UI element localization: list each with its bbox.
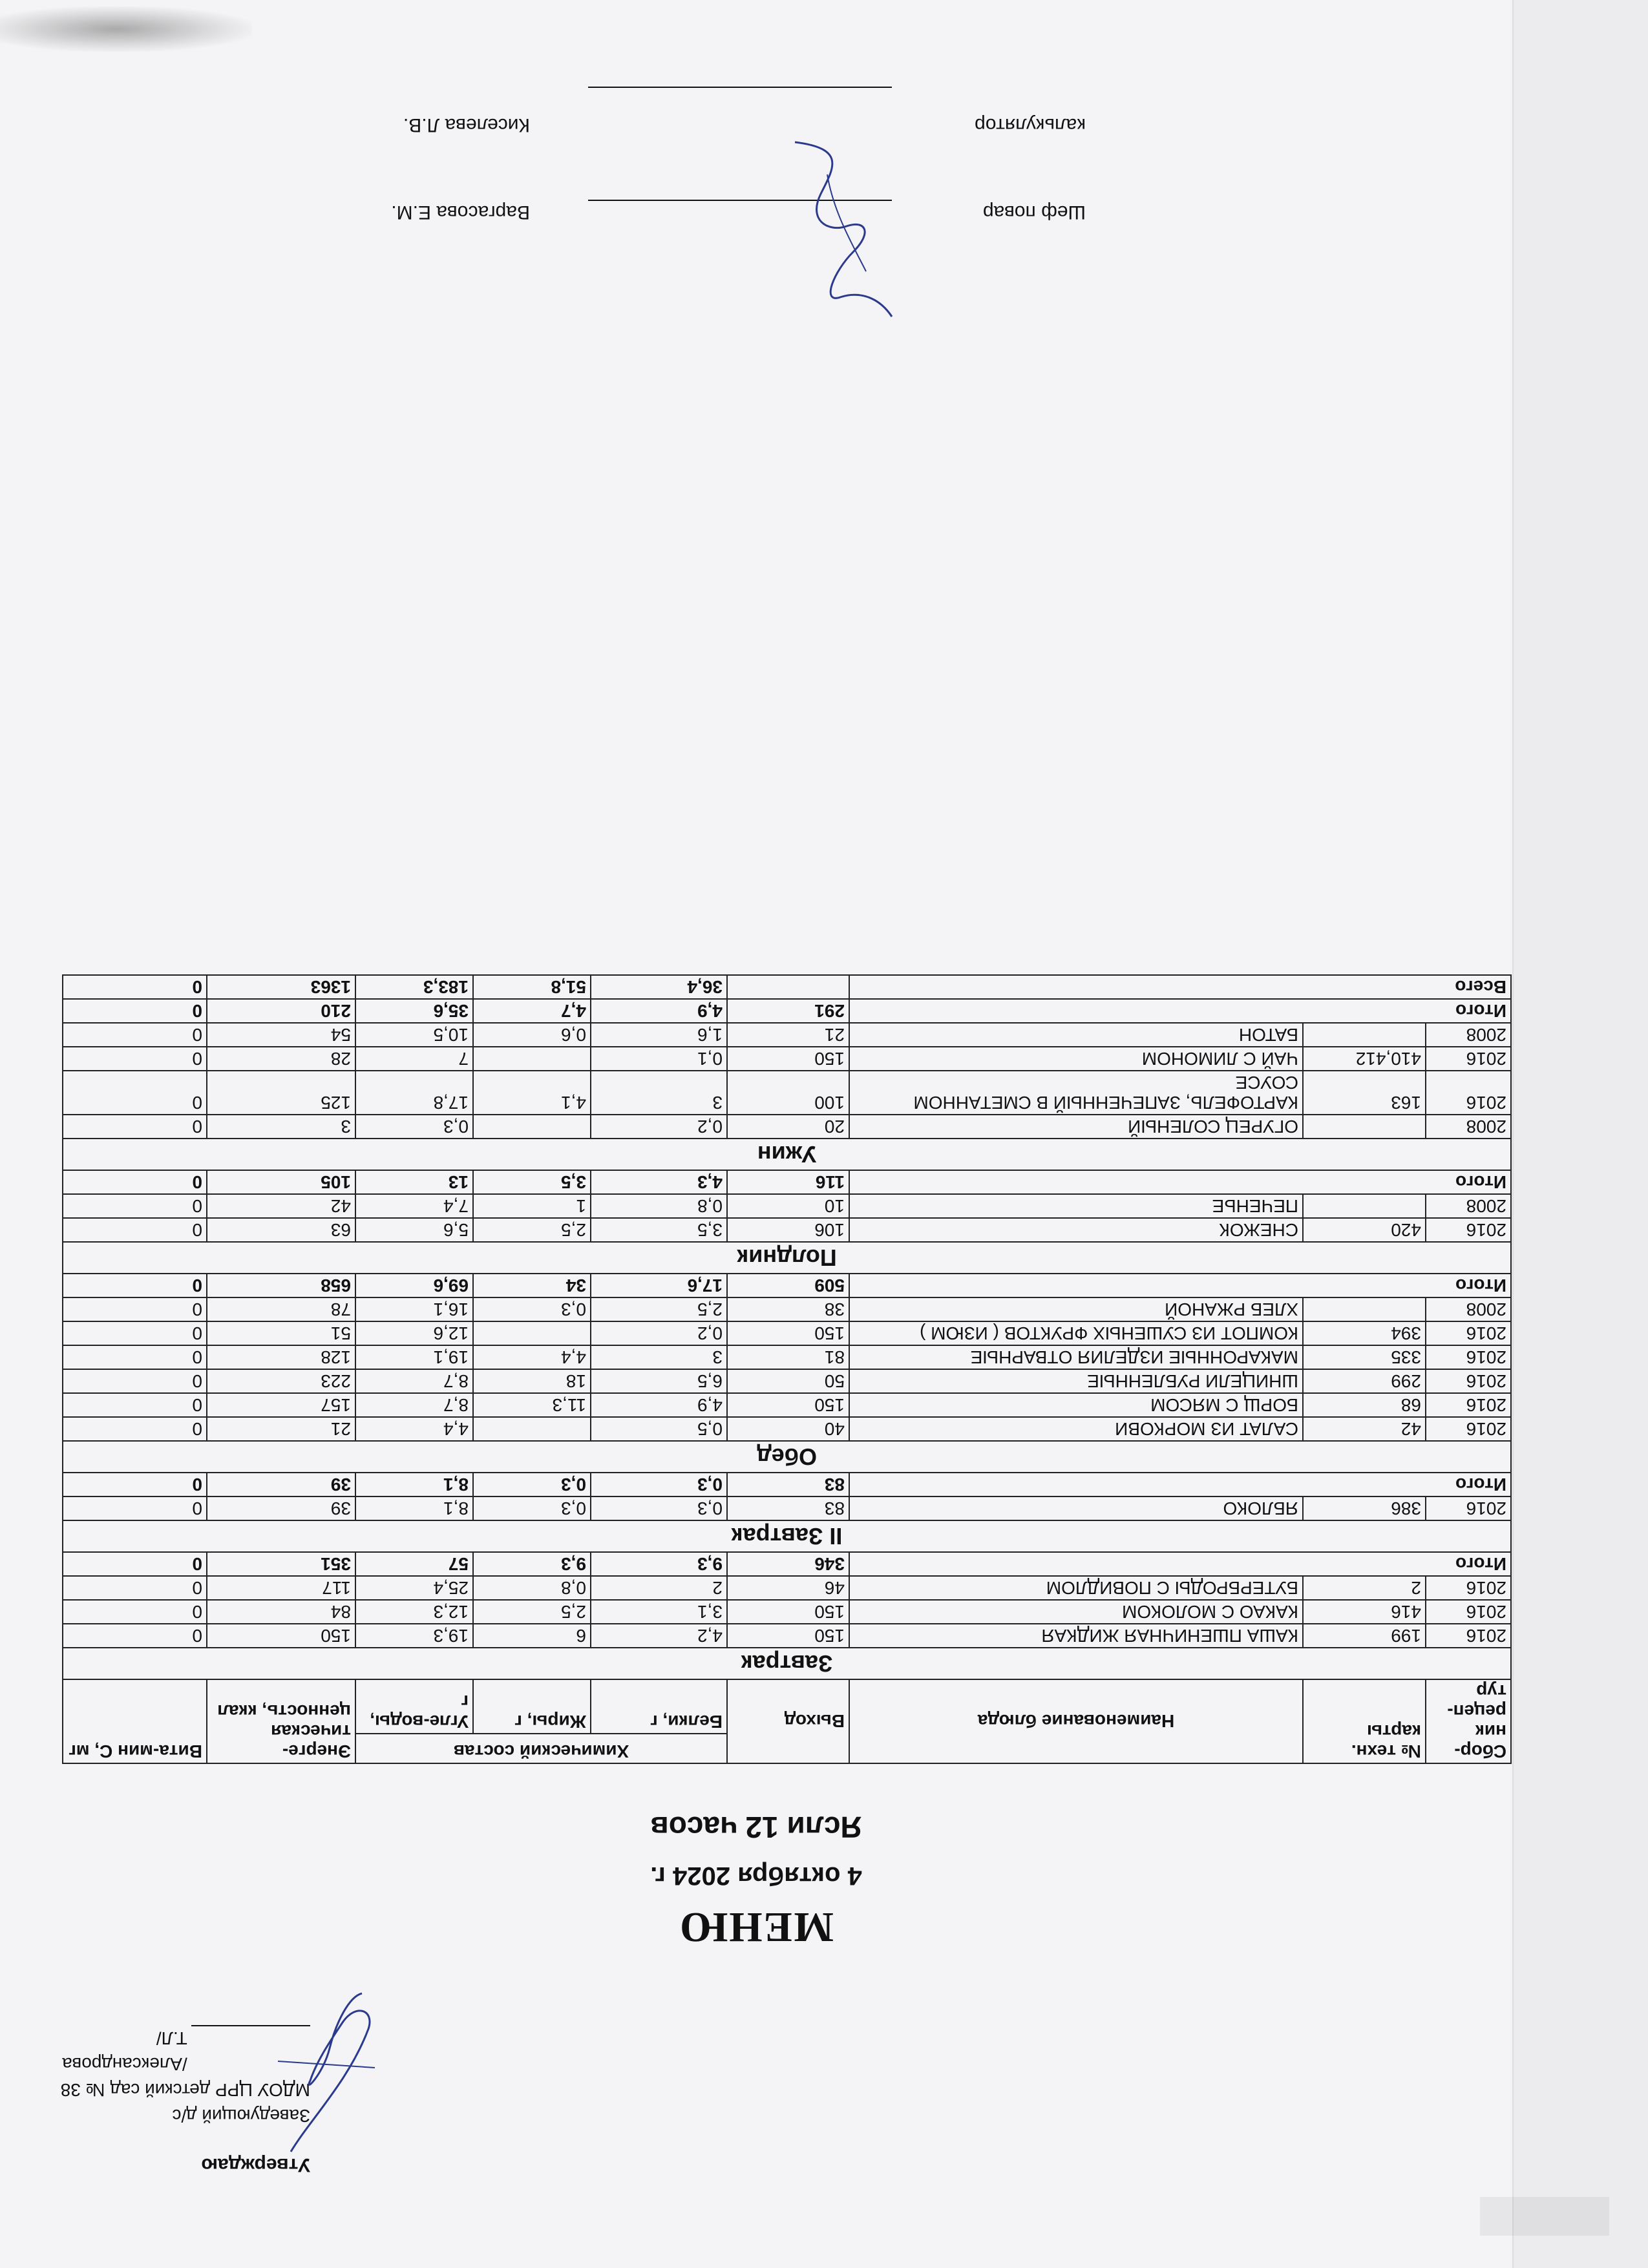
- cell-fat: 4,1: [473, 1071, 591, 1115]
- approval-title: Утверждаю: [201, 2154, 310, 2176]
- total-output: 509: [727, 1274, 849, 1297]
- group-name: Ясли 12 часов: [650, 1811, 862, 1844]
- total-output: 346: [727, 1552, 849, 1576]
- cell-tech-card-number: 2: [1303, 1576, 1426, 1600]
- section-header-row: [63, 1441, 1511, 1473]
- grand-total-protein: 36,4: [591, 975, 727, 999]
- total-energy: 351: [207, 1552, 355, 1576]
- section-header-row: [63, 1242, 1511, 1274]
- cell-output: 83: [727, 1496, 849, 1520]
- cell-tech-card-number: [1303, 1297, 1426, 1321]
- cell-protein: 3,1: [591, 1600, 727, 1624]
- total-vitamin-c: 0: [63, 1552, 207, 1576]
- section-header-row: [63, 1648, 1511, 1679]
- cell-protein: 0,1: [591, 1047, 727, 1071]
- total-vitamin-c: 0: [63, 999, 207, 1023]
- section-header-row: [63, 1139, 1511, 1170]
- table-row: [63, 1576, 1511, 1600]
- cell-dish-name: ПЕЧЕНЬЕ: [849, 1194, 1303, 1218]
- grand-total-label: Всего: [849, 975, 1511, 999]
- cell-carbohydrates: 12,6: [355, 1321, 473, 1345]
- cell-carbohydrates: 19,3: [355, 1624, 473, 1648]
- cell-vitamin-c: 0: [63, 1297, 207, 1321]
- cell-carbohydrates: 10,5: [355, 1023, 473, 1047]
- cell-protein: 3: [591, 1345, 727, 1369]
- header-fat: Жиры, г: [473, 1679, 591, 1734]
- cell-dish-name: ХЛЕБ РЖАНОЙ: [849, 1297, 1303, 1321]
- cell-fat: [473, 1417, 591, 1441]
- cell-recipe-collection: 2008: [1426, 1297, 1511, 1321]
- cell-dish-name: ШНИЦЕЛИ РУБЛЕННЫЕ: [849, 1369, 1303, 1393]
- cell-recipe-collection: 2016: [1426, 1624, 1511, 1648]
- cell-output: 100: [727, 1071, 849, 1115]
- total-row: [63, 1170, 1511, 1194]
- cell-vitamin-c: 0: [63, 1194, 207, 1218]
- total-carbohydrates: 35,6: [355, 999, 473, 1023]
- calculator-name: Киселева Л.В.: [403, 114, 530, 136]
- cell-output: 106: [727, 1218, 849, 1242]
- total-energy: 39: [207, 1473, 355, 1496]
- header-row-1: [63, 1734, 1511, 1763]
- cell-fat: [473, 1047, 591, 1071]
- cell-energy: 78: [207, 1297, 355, 1321]
- cell-vitamin-c: 0: [63, 1576, 207, 1600]
- total-protein: 0,3: [591, 1473, 727, 1496]
- cell-dish-name: КАША ПШЕНИЧНАЯ ЖИДКАЯ: [849, 1624, 1303, 1648]
- table-row: [63, 1369, 1511, 1393]
- grand-total-fat: 51,8: [473, 975, 591, 999]
- cell-tech-card-number: 410,412: [1303, 1047, 1426, 1071]
- cell-fat: [473, 1115, 591, 1139]
- cell-output: 150: [727, 1600, 849, 1624]
- header-chemical-composition: Химический состав: [355, 1734, 727, 1763]
- table-row: [63, 1023, 1511, 1047]
- total-fat: 3,5: [473, 1170, 591, 1194]
- cell-protein: 3: [591, 1071, 727, 1115]
- total-row: [63, 1552, 1511, 1576]
- cell-fat: [473, 1321, 591, 1345]
- cell-dish-name: ЧАЙ С ЛИМОНОМ: [849, 1047, 1303, 1071]
- grand-total-row: [63, 975, 1511, 999]
- cell-output: 50: [727, 1369, 849, 1393]
- total-fat: 4,7: [473, 999, 591, 1023]
- table-row: [63, 1115, 1511, 1139]
- cell-recipe-collection: 2016: [1426, 1417, 1511, 1441]
- cell-protein: 1,6: [591, 1023, 727, 1047]
- cell-vitamin-c: 0: [63, 1047, 207, 1071]
- cell-recipe-collection: 2016: [1426, 1345, 1511, 1369]
- total-protein: 4,3: [591, 1170, 727, 1194]
- cell-tech-card-number: 394: [1303, 1321, 1426, 1345]
- cell-energy: 117: [207, 1576, 355, 1600]
- cell-protein: 4,9: [591, 1393, 727, 1417]
- cell-fat: 2,5: [473, 1600, 591, 1624]
- cell-dish-name: СНЕЖОК: [849, 1218, 1303, 1242]
- cell-protein: 6,5: [591, 1369, 727, 1393]
- cell-protein: 2: [591, 1576, 727, 1600]
- table-row: [63, 1321, 1511, 1345]
- cell-recipe-collection: 2008: [1426, 1115, 1511, 1139]
- cell-energy: 157: [207, 1393, 355, 1417]
- total-row: [63, 999, 1511, 1023]
- approval-name: /Александрова Т.Л/: [62, 2028, 187, 2074]
- menu-table-body: [63, 975, 1511, 1679]
- section-title: Ужин: [63, 1139, 1511, 1170]
- cell-fat: 0,6: [473, 1023, 591, 1047]
- total-carbohydrates: 57: [355, 1552, 473, 1576]
- grand-total-carbohydrates: 183,3: [355, 975, 473, 999]
- total-label: Итого: [849, 1274, 1511, 1297]
- cell-fat: 18: [473, 1369, 591, 1393]
- total-label: Итого: [849, 999, 1511, 1023]
- cell-energy: 3: [207, 1115, 355, 1139]
- cell-protein: 0,2: [591, 1321, 727, 1345]
- cell-energy: 84: [207, 1600, 355, 1624]
- cell-dish-name: БУТЕРБРОДЫ С ПОВИДЛОМ: [849, 1576, 1303, 1600]
- total-vitamin-c: 0: [63, 1274, 207, 1297]
- cell-carbohydrates: 8,7: [355, 1393, 473, 1417]
- total-label: Итого: [849, 1473, 1511, 1496]
- cell-output: 38: [727, 1297, 849, 1321]
- table-row: [63, 1218, 1511, 1242]
- scanner-edge: [1512, 0, 1648, 2268]
- total-protein: 9,3: [591, 1552, 727, 1576]
- cell-tech-card-number: [1303, 1023, 1426, 1047]
- cell-output: 150: [727, 1321, 849, 1345]
- table-row: [63, 1496, 1511, 1520]
- table-row: [63, 1417, 1511, 1441]
- cell-output: 10: [727, 1194, 849, 1218]
- cell-carbohydrates: 4,4: [355, 1417, 473, 1441]
- header-recipe-collection: Сбор-ник рецеп-тур: [1426, 1679, 1511, 1763]
- total-row: [63, 1473, 1511, 1496]
- table-row: [63, 1345, 1511, 1369]
- table-row: [63, 1071, 1511, 1115]
- cell-fat: 4,4: [473, 1345, 591, 1369]
- section-title: Полдник: [63, 1242, 1511, 1274]
- cell-protein: 0,5: [591, 1417, 727, 1441]
- cell-protein: 3,5: [591, 1218, 727, 1242]
- total-output: 83: [727, 1473, 849, 1496]
- cell-recipe-collection: 2008: [1426, 1023, 1511, 1047]
- header-protein: Белки, г: [591, 1679, 727, 1734]
- header-carbohydrates: Угле-воды, г: [355, 1679, 473, 1734]
- cell-protein: 4,2: [591, 1624, 727, 1648]
- cell-output: 46: [727, 1576, 849, 1600]
- total-fat: 34: [473, 1274, 591, 1297]
- total-protein: 17,6: [591, 1274, 727, 1297]
- cell-output: 20: [727, 1115, 849, 1139]
- total-energy: 105: [207, 1170, 355, 1194]
- cell-energy: 51: [207, 1321, 355, 1345]
- menu-table: [62, 974, 1512, 1764]
- cell-energy: 128: [207, 1345, 355, 1369]
- section-header-row: [63, 1520, 1511, 1552]
- total-carbohydrates: 69,6: [355, 1274, 473, 1297]
- total-label: Итого: [849, 1170, 1511, 1194]
- cell-recipe-collection: 2016: [1426, 1600, 1511, 1624]
- cell-energy: 54: [207, 1023, 355, 1047]
- cell-vitamin-c: 0: [63, 1115, 207, 1139]
- cell-tech-card-number: [1303, 1115, 1426, 1139]
- cell-tech-card-number: [1303, 1194, 1426, 1218]
- cell-energy: 150: [207, 1624, 355, 1648]
- cell-carbohydrates: 7,4: [355, 1194, 473, 1218]
- cell-vitamin-c: 0: [63, 1624, 207, 1648]
- cell-energy: 28: [207, 1047, 355, 1071]
- cell-recipe-collection: 2016: [1426, 1218, 1511, 1242]
- cell-output: 81: [727, 1345, 849, 1369]
- cell-tech-card-number: 335: [1303, 1345, 1426, 1369]
- cell-tech-card-number: 420: [1303, 1218, 1426, 1242]
- table-row: [63, 1600, 1511, 1624]
- cell-vitamin-c: 0: [63, 1321, 207, 1345]
- total-energy: 210: [207, 999, 355, 1023]
- approval-block: [39, 2025, 310, 2178]
- cell-recipe-collection: 2016: [1426, 1393, 1511, 1417]
- header-output: Выход: [727, 1679, 849, 1763]
- cell-recipe-collection: 2016: [1426, 1496, 1511, 1520]
- cell-recipe-collection: 2016: [1426, 1576, 1511, 1600]
- total-label: Итого: [849, 1552, 1511, 1576]
- cell-output: 40: [727, 1417, 849, 1441]
- cell-energy: 39: [207, 1496, 355, 1520]
- cell-output: 150: [727, 1624, 849, 1648]
- cell-tech-card-number: 299: [1303, 1369, 1426, 1393]
- total-output: 116: [727, 1170, 849, 1194]
- cell-vitamin-c: 0: [63, 1369, 207, 1393]
- approval-organization: МДОУ ЦРР детский сад № 38: [60, 2080, 310, 2100]
- header-dish-name: Наименование блюда: [849, 1679, 1303, 1763]
- total-energy: 658: [207, 1274, 355, 1297]
- approval-position: Заведующий д/с: [172, 2106, 310, 2126]
- chef-signature: [782, 136, 905, 330]
- cell-recipe-collection: 2016: [1426, 1321, 1511, 1345]
- table-row: [63, 1047, 1511, 1071]
- cell-protein: 0,3: [591, 1496, 727, 1520]
- table-row: [63, 1297, 1511, 1321]
- grand-total-energy: 1363: [207, 975, 355, 999]
- cell-recipe-collection: 2016: [1426, 1071, 1511, 1115]
- cell-carbohydrates: 0,3: [355, 1115, 473, 1139]
- cell-energy: 21: [207, 1417, 355, 1441]
- bleed-through-mark: [1480, 2197, 1609, 2236]
- header-tech-card-number: № техн. карты: [1303, 1679, 1426, 1763]
- cell-fat: 1: [473, 1194, 591, 1218]
- cell-fat: 2,5: [473, 1218, 591, 1242]
- cell-energy: 42: [207, 1194, 355, 1218]
- cell-carbohydrates: 12,3: [355, 1600, 473, 1624]
- total-fat: 9,3: [473, 1552, 591, 1576]
- cell-vitamin-c: 0: [63, 1071, 207, 1115]
- total-row: [63, 1274, 1511, 1297]
- cell-recipe-collection: 2016: [1426, 1369, 1511, 1393]
- cell-recipe-collection: 2016: [1426, 1047, 1511, 1071]
- total-output: 291: [727, 999, 849, 1023]
- cell-tech-card-number: 199: [1303, 1624, 1426, 1648]
- table-row: [63, 1393, 1511, 1417]
- cell-dish-name: ЯБЛОКО: [849, 1496, 1303, 1520]
- cell-dish-name: ОГУРЕЦ СОЛЕНЫЙ: [849, 1115, 1303, 1139]
- cell-dish-name: КОМПОТ ИЗ СУШЕНЫХ ФРУКТОВ ( ИЗЮМ ): [849, 1321, 1303, 1345]
- cell-dish-name: САЛАТ ИЗ МОРКОВИ: [849, 1417, 1303, 1441]
- total-protein: 4,9: [591, 999, 727, 1023]
- total-carbohydrates: 8,1: [355, 1473, 473, 1496]
- total-vitamin-c: 0: [63, 1170, 207, 1194]
- total-carbohydrates: 13: [355, 1170, 473, 1194]
- cell-protein: 2,5: [591, 1297, 727, 1321]
- calculator-title: калькулятор: [975, 114, 1086, 136]
- cell-protein: 0,8: [591, 1194, 727, 1218]
- cell-tech-card-number: 42: [1303, 1417, 1426, 1441]
- cell-dish-name: МАКАРОННЫЕ ИЗДЕЛИЯ ОТВАРНЫЕ: [849, 1345, 1303, 1369]
- cell-carbohydrates: 17,8: [355, 1071, 473, 1115]
- cell-energy: 125: [207, 1071, 355, 1115]
- cell-output: 150: [727, 1393, 849, 1417]
- cell-output: 150: [727, 1047, 849, 1071]
- cell-vitamin-c: 0: [63, 1345, 207, 1369]
- table-row: [63, 1624, 1511, 1648]
- chef-title: Шеф повар: [982, 202, 1086, 223]
- scan-smudge: [0, 6, 252, 52]
- table-row: [63, 1194, 1511, 1218]
- cell-dish-name: КАКАО С МОЛОКОМ: [849, 1600, 1303, 1624]
- cell-carbohydrates: 8,7: [355, 1369, 473, 1393]
- cell-carbohydrates: 25,4: [355, 1576, 473, 1600]
- cell-fat: 0,3: [473, 1297, 591, 1321]
- cell-tech-card-number: 163: [1303, 1071, 1426, 1115]
- header-energy-value: Энерге-тическая ценность, ккал: [207, 1679, 355, 1763]
- cell-carbohydrates: 5,6: [355, 1218, 473, 1242]
- cell-fat: 11,3: [473, 1393, 591, 1417]
- approval-signature-line: [39, 2025, 310, 2077]
- section-title: II Завтрак: [63, 1520, 1511, 1552]
- cell-carbohydrates: 8,1: [355, 1496, 473, 1520]
- cell-output: 21: [727, 1023, 849, 1047]
- cell-dish-name: КАРТОФЕЛЬ, ЗАПЕЧЕННЫЙ В СМЕТАННОМ СОУСЕ: [849, 1071, 1303, 1115]
- cell-fat: 6: [473, 1624, 591, 1648]
- cell-carbohydrates: 19,1: [355, 1345, 473, 1369]
- director-signature: [271, 1990, 388, 2158]
- chef-name: Варгасова Е.М.: [391, 202, 530, 223]
- cell-tech-card-number: 416: [1303, 1600, 1426, 1624]
- grand-total-vitamin-c: 0: [63, 975, 207, 999]
- cell-vitamin-c: 0: [63, 1393, 207, 1417]
- cell-tech-card-number: 68: [1303, 1393, 1426, 1417]
- cell-dish-name: БОРЩ С МЯСОМ: [849, 1393, 1303, 1417]
- cell-carbohydrates: 7: [355, 1047, 473, 1071]
- section-title: Обед: [63, 1441, 1511, 1473]
- cell-recipe-collection: 2008: [1426, 1194, 1511, 1218]
- cell-protein: 0,2: [591, 1115, 727, 1139]
- cell-fat: 0,3: [473, 1496, 591, 1520]
- document-title: МЕНЮ: [679, 1904, 834, 1951]
- total-fat: 0,3: [473, 1473, 591, 1496]
- cell-vitamin-c: 0: [63, 1600, 207, 1624]
- calculator-signature-line: [588, 87, 892, 88]
- total-vitamin-c: 0: [63, 1473, 207, 1496]
- cell-vitamin-c: 0: [63, 1218, 207, 1242]
- cell-tech-card-number: 386: [1303, 1496, 1426, 1520]
- grand-total-output: [727, 975, 849, 999]
- header-vitamin-c: Вита-мин С, мг: [63, 1679, 207, 1763]
- cell-vitamin-c: 0: [63, 1417, 207, 1441]
- cell-carbohydrates: 16,1: [355, 1297, 473, 1321]
- cell-dish-name: БАТОН: [849, 1023, 1303, 1047]
- cell-energy: 223: [207, 1369, 355, 1393]
- cell-vitamin-c: 0: [63, 1023, 207, 1047]
- menu-date: 4 октября 2024 г.: [650, 1862, 862, 1890]
- cell-energy: 63: [207, 1218, 355, 1242]
- cell-fat: 0,8: [473, 1576, 591, 1600]
- cell-vitamin-c: 0: [63, 1496, 207, 1520]
- section-title: Завтрак: [63, 1648, 1511, 1679]
